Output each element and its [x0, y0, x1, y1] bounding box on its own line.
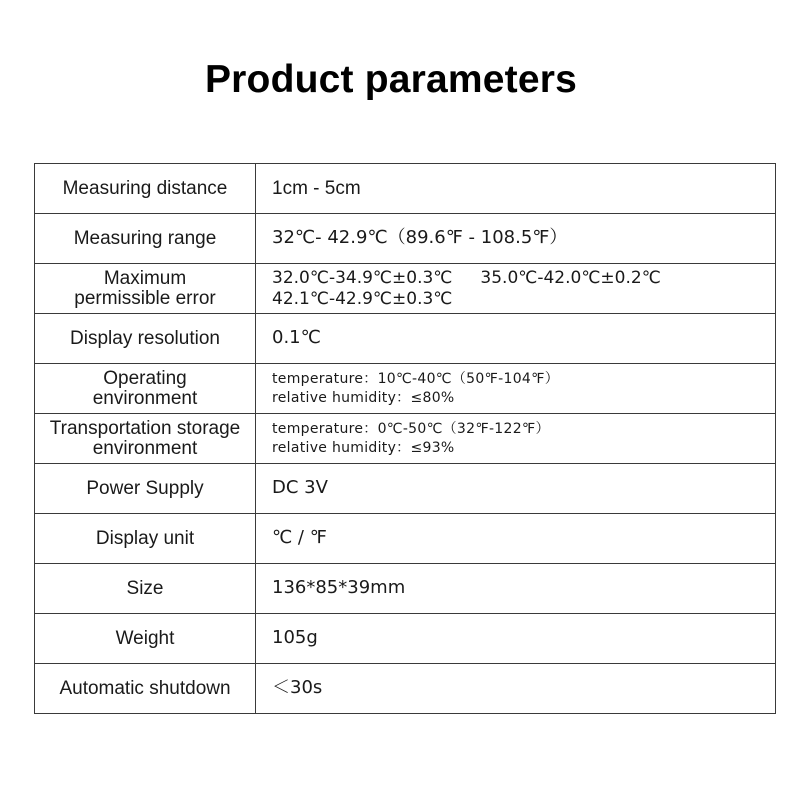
row-label [35, 414, 256, 464]
table-row-weight [35, 614, 776, 664]
row-label: Measuring distance [35, 164, 256, 214]
row-label-line: environment [92, 437, 198, 459]
row-value [256, 264, 776, 314]
table-row-power-supply [35, 464, 776, 514]
row-value: ℃ / ℉ [256, 514, 776, 564]
row-value-line: relative humidity：≤80% [272, 389, 455, 406]
row-value [256, 414, 776, 464]
row-value-line: temperature：10℃-40℃（50℉-104℉） [272, 371, 560, 388]
table-row-maximum-permissible-error [35, 264, 776, 314]
row-value: DC 3V [256, 464, 776, 514]
row-label-line: Transportation storage [49, 417, 241, 439]
error-range-2: 35.0℃-42.0℃±0.2℃ [480, 268, 661, 289]
table-row-size [35, 564, 776, 614]
row-label [35, 364, 256, 414]
row-label-line: permissible error [74, 287, 216, 309]
table-row-display-resolution [35, 314, 776, 364]
row-value-line: relative humidity：≤93% [272, 439, 455, 456]
row-label: Display unit [35, 514, 256, 564]
row-label: Measuring range [35, 214, 256, 264]
row-value-line [272, 268, 775, 288]
row-value: 32℃- 42.9℃（89.6℉ - 108.5℉） [256, 214, 776, 264]
row-label [35, 264, 256, 314]
row-value-line: temperature：0℃-50℃（32℉-122℉） [272, 421, 550, 438]
table-row-operating-environment [35, 364, 776, 414]
row-label: Automatic shutdown [35, 664, 256, 714]
table-row-automatic-shutdown [35, 664, 776, 714]
table-row-transportation-storage-environment [35, 414, 776, 464]
row-value [256, 364, 776, 414]
row-value: 1cm - 5cm [256, 164, 776, 214]
row-value: 0.1℃ [256, 314, 776, 364]
row-label-line: Maximum [103, 267, 187, 289]
row-label: Weight [35, 614, 256, 664]
parameters-table [34, 163, 776, 714]
row-label-line: Operating [103, 367, 187, 389]
table-row-measuring-distance [35, 164, 776, 214]
row-label-line: environment [92, 387, 198, 409]
row-label: Size [35, 564, 256, 614]
row-label: Power Supply [35, 464, 256, 514]
error-range-1: 32.0℃-34.9℃±0.3℃ [272, 268, 453, 289]
error-range-3: 42.1℃-42.9℃±0.3℃ [272, 288, 453, 309]
table-row-measuring-range [35, 214, 776, 264]
table-row-display-unit [35, 514, 776, 564]
row-value: ＜30s [256, 664, 776, 714]
row-value: 136*85*39mm [256, 564, 776, 614]
page-title: Product parameters [204, 58, 578, 101]
row-label: Display resolution [35, 314, 256, 364]
row-value: 105g [256, 614, 776, 664]
